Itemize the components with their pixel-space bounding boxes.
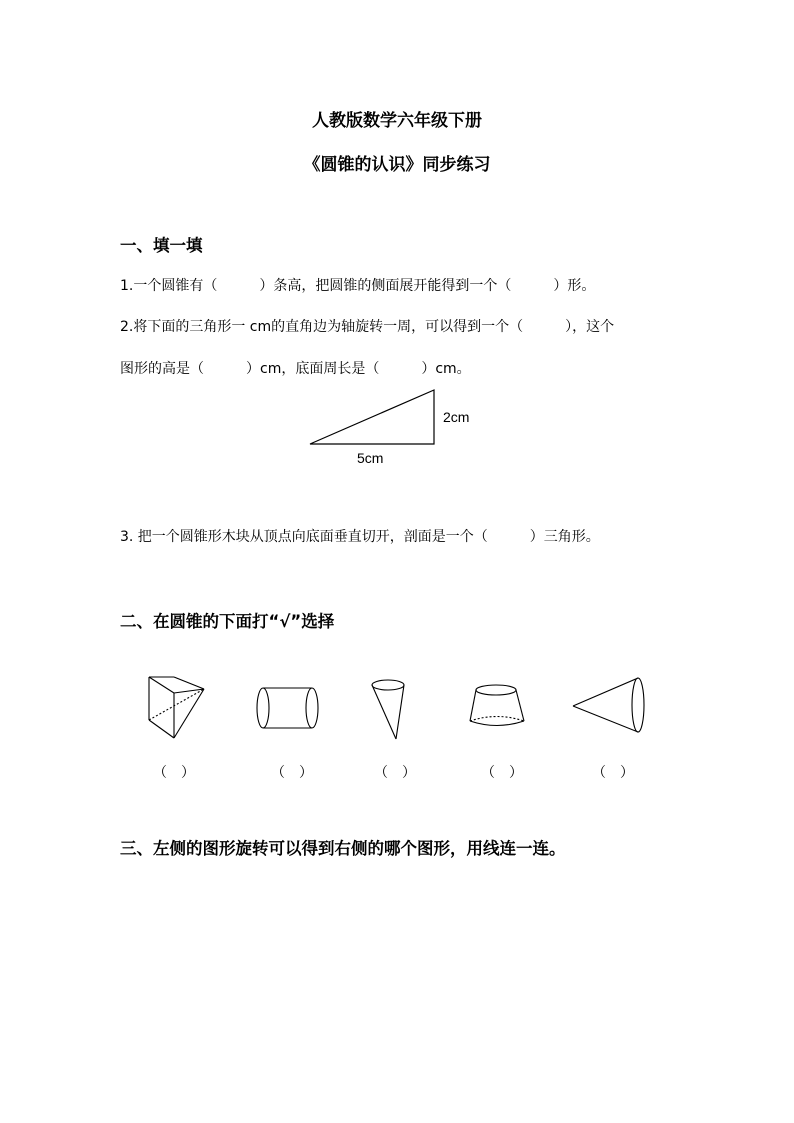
section-3-heading: 三、左侧的图形旋转可以得到右侧的哪个图形，用线连一连。 xyxy=(120,839,566,858)
page-subtitle: 《圆锥的认识》同步练习 xyxy=(303,155,491,175)
answer-blank-2[interactable]: （ ） xyxy=(271,765,313,781)
cone-icon xyxy=(372,680,404,739)
answer-blank-5[interactable]: （ ） xyxy=(592,765,634,781)
cylinder-icon xyxy=(257,688,318,728)
section-1-heading: 一、填一填 xyxy=(120,236,203,255)
triangle-side-label: 2cm xyxy=(443,409,470,425)
section-2-heading: 二、在圆锥的下面打“√”选择 xyxy=(120,612,335,631)
answer-blank-4[interactable]: （ ） xyxy=(481,765,523,781)
page-title: 人教版数学六年级下册 xyxy=(312,111,482,131)
triangle-base-label: 5cm xyxy=(357,450,384,466)
question-3: 3. 把一个圆锥形木块从顶点向底面垂直切开，剖面是一个（ ）三角形。 xyxy=(120,529,600,545)
answer-blank-3[interactable]: （ ） xyxy=(374,765,416,781)
sideways-cone-icon xyxy=(573,678,644,732)
answer-blank-1[interactable]: （ ） xyxy=(153,765,195,781)
frustum-icon xyxy=(470,685,524,726)
question-1: 1.一个圆锥有（ ）条高，把圆锥的侧面展开能得到一个（ ）形。 xyxy=(120,278,596,294)
triangular-prism-icon xyxy=(149,677,204,738)
question-2-line-2: 图形的高是（ ）cm，底面周长是（ ）cm。 xyxy=(120,361,471,377)
right-triangle-figure xyxy=(310,390,434,444)
question-2-line-1: 2.将下面的三角形一 cm的直角边为轴旋转一周，可以得到一个（ ），这个 xyxy=(120,319,615,335)
